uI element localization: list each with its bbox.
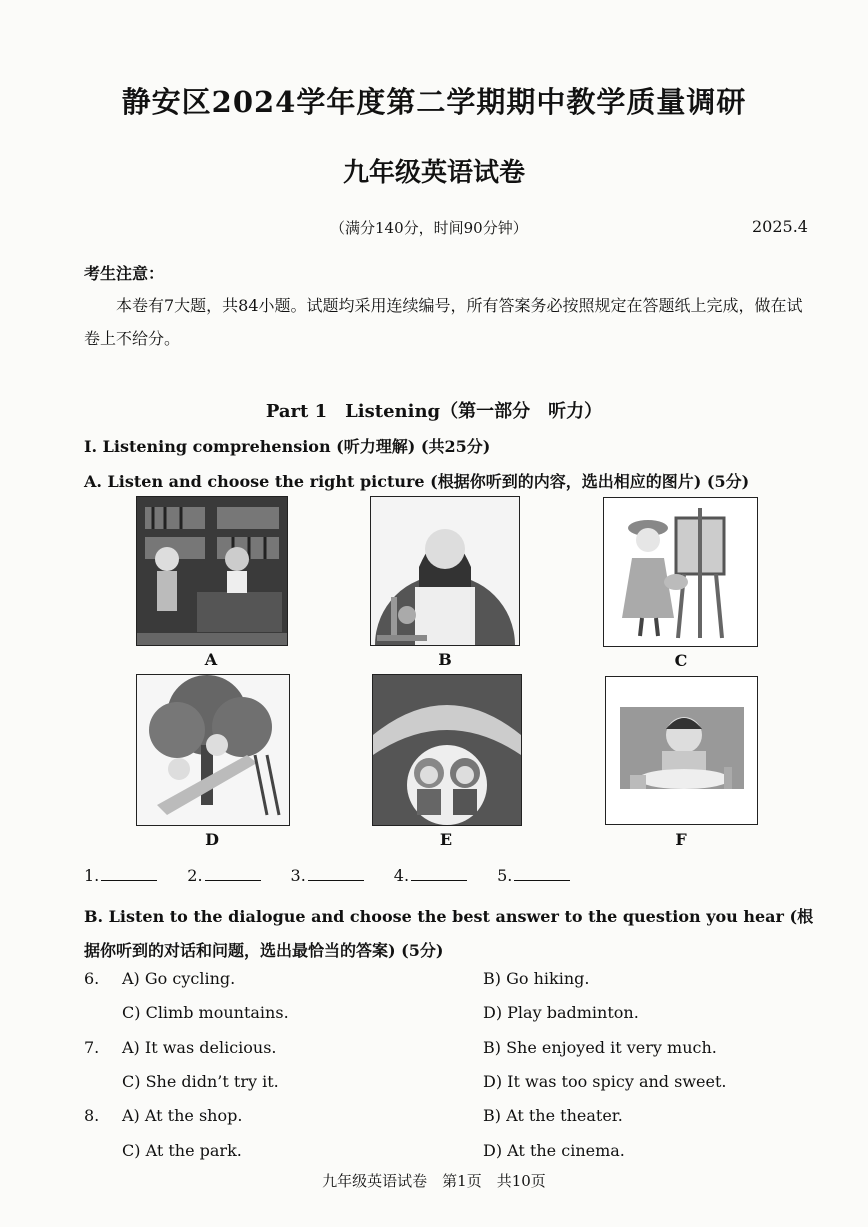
question-8-option-c[interactable]: C) At the park. [122, 1141, 242, 1160]
question-8-option-a[interactable]: A) At the shop. [122, 1106, 243, 1125]
page-footer: 九年级英语试卷 第1页 共10页 [322, 1172, 546, 1190]
answer-blank-5[interactable] [497, 866, 570, 885]
blank-number: 4. [393, 866, 410, 885]
question-7-option-a[interactable]: A) It was delicious. [122, 1038, 277, 1057]
picture-f-label: F [675, 830, 687, 849]
exam-meta: （满分140分，时间90分钟） [330, 219, 528, 237]
answer-blank-3[interactable] [291, 866, 364, 885]
question-8-option-d[interactable]: D) At the cinema. [483, 1141, 625, 1160]
question-8-option-b[interactable]: B) At the theater. [483, 1106, 623, 1125]
blank-number: 2. [187, 866, 203, 885]
blank-number: 1. [84, 866, 100, 885]
section-listening-comprehension: I. Listening comprehension (听力理解) (共25分) [84, 437, 491, 456]
answer-blanks [84, 866, 600, 885]
picture-f [605, 676, 758, 825]
notice-text: 本卷有7大题，共84小题。试题均采用连续编号，所有答案务必按照规定在答题纸上完成，做在试卷上不给分。 [84, 296, 803, 348]
picture-a-label: A [204, 650, 218, 669]
question-7-number: 7. [84, 1038, 100, 1057]
section-a-instructions: A. Listen and choose the right picture (根据你听到的内容，选出相应的图片) (5分) [84, 472, 750, 491]
question-7-option-c[interactable]: C) She didn’t try it. [122, 1072, 279, 1091]
section-b-instructions: B. Listen to the dialogue and choose the best answer to the question you hear (根据你听到的对话和问题，选出最恰当的答案) (5分) [84, 907, 814, 960]
question-6-option-b[interactable]: B) Go hiking. [483, 969, 590, 988]
picture-e [372, 674, 522, 826]
picture-d-label: D [205, 830, 219, 849]
notice-heading: 考生注意： [84, 264, 165, 283]
answer-blank-1[interactable] [84, 866, 157, 885]
picture-b [370, 496, 520, 646]
part1-heading: Part 1 Listening（第一部分 听力） [265, 401, 603, 422]
question-6-option-d[interactable]: D) Play badminton. [483, 1003, 639, 1022]
picture-a [136, 496, 288, 646]
picture-d [136, 674, 290, 826]
picture-c-label: C [674, 651, 688, 670]
exam-date: 2025.4 [752, 217, 808, 236]
question-7-option-d[interactable]: D) It was too spicy and sweet. [483, 1072, 727, 1091]
question-6-option-c[interactable]: C) Climb mountains. [122, 1003, 289, 1022]
picture-b-label: B [438, 650, 452, 669]
exam-subtitle: 九年级英语试卷 [342, 158, 525, 188]
blank-number: 3. [290, 866, 306, 885]
answer-blank-4[interactable] [394, 866, 467, 885]
blank-number: 5. [497, 866, 513, 885]
picture-c [603, 497, 758, 647]
question-8-number: 8. [84, 1106, 100, 1125]
question-6-option-a[interactable]: A) Go cycling. [122, 969, 236, 988]
question-6-number: 6. [84, 969, 100, 988]
picture-e-label: E [439, 830, 453, 849]
question-7-option-b[interactable]: B) She enjoyed it very much. [483, 1038, 717, 1057]
answer-blank-2[interactable] [187, 866, 260, 885]
exam-title: 静安区2024学年度第二学期期中教学质量调研 [121, 85, 747, 119]
